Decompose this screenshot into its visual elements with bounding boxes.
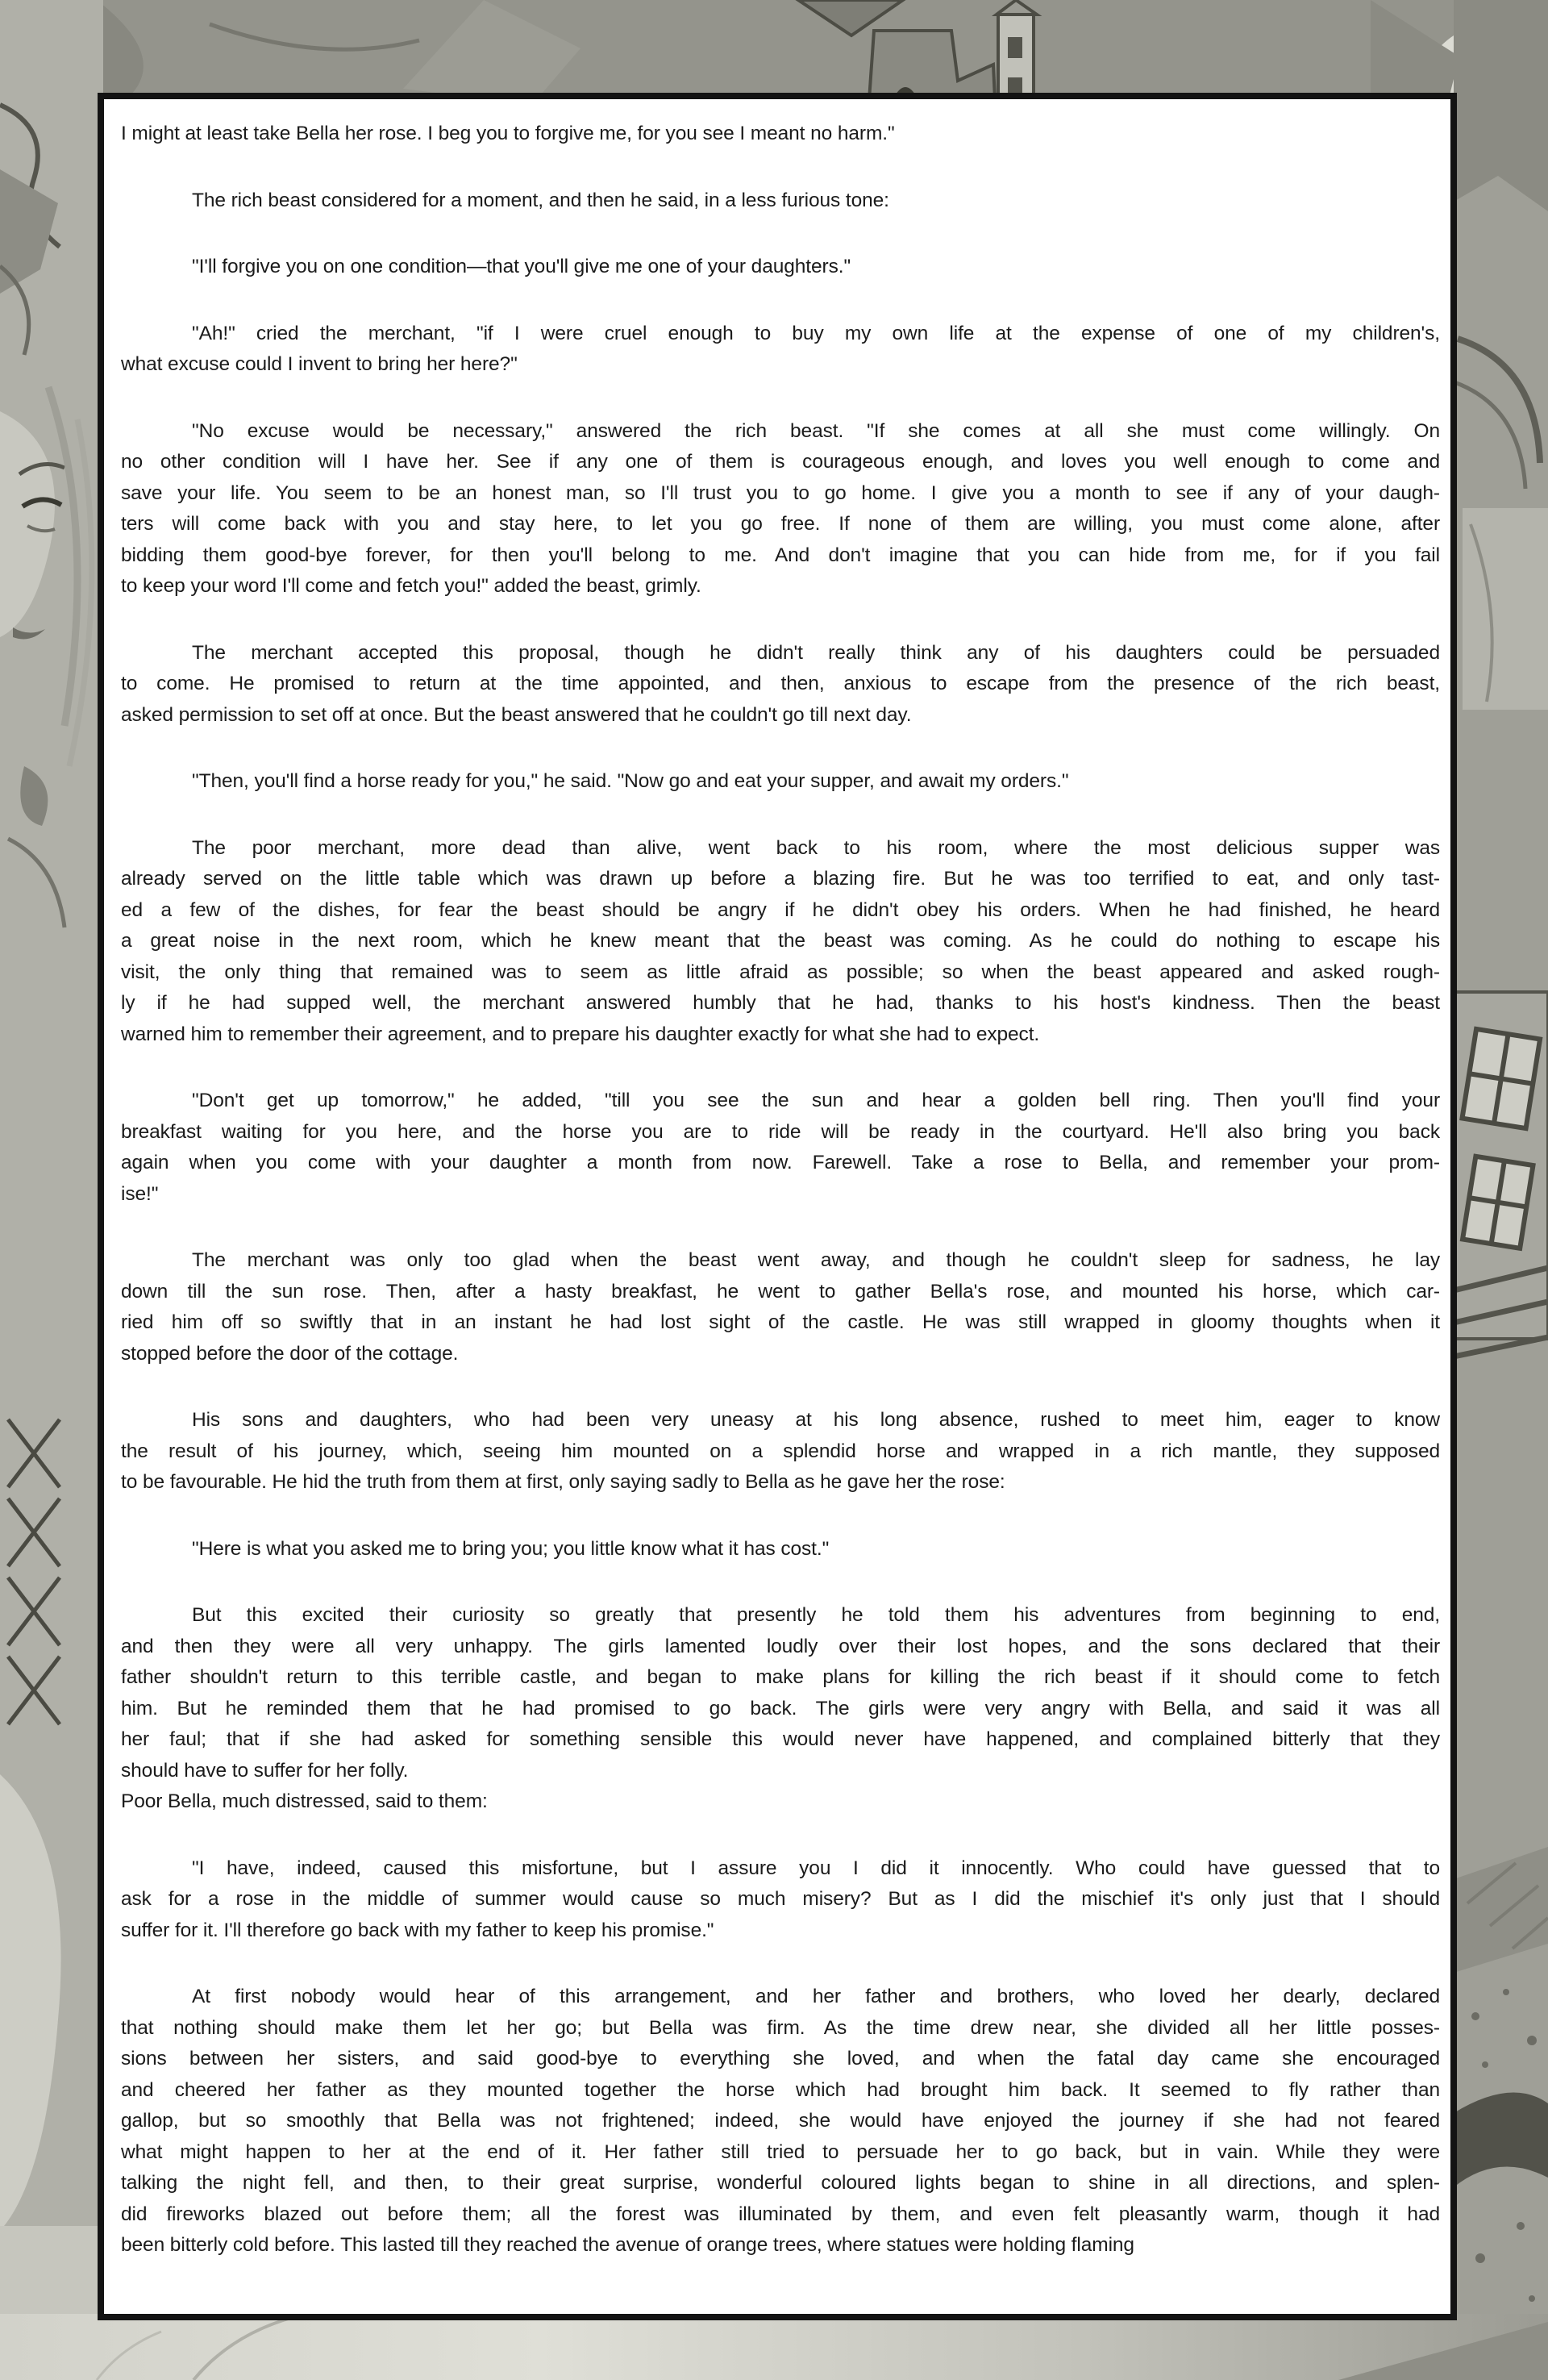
story-paragraph (121, 185, 1440, 217)
story-text (121, 119, 1440, 2261)
story-line: "No excuse would be necessary," answered the rich beast. "If she comes at all she must come willingly. On (192, 419, 1440, 442)
story-line: no other condition will I have her. See if any one of them is courageous enough, and loves you well enough to come and (121, 451, 1440, 473)
story-line: But this excited their curiosity so greatly that presently he told them his adventures from beginning to end, (192, 1604, 1440, 1626)
story-line: ed a few of the dishes, for fear the beast should be angry if he didn't obey his orders. When he had finished, he heard (121, 898, 1440, 921)
story-line: stopped before the door of the cottage. (121, 1342, 459, 1365)
story-line: At first nobody would hear of this arrangement, and her father and brothers, who loved her dearly, declared (192, 1986, 1440, 2007)
story-line: "I have, indeed, caused this misfortune, but I assure you I did it innocently. Who could have guessed that to (192, 1857, 1440, 1879)
story-line: The merchant was only too glad when the beast went away, and though he couldn't sleep for sadness, he lay (192, 1249, 1440, 1271)
story-line: asked permission to set off at once. But the beast answered that he couldn't go till next day. (121, 703, 912, 726)
story-line: already served on the little table which was drawn up before a blazing fire. But he was too terrified to eat, and only tast- (121, 868, 1440, 890)
story-line: The merchant accepted this proposal, though he didn't really think any of his daughters could be persuaded (192, 641, 1440, 664)
story-line: ise!" (121, 1182, 159, 1205)
story-line: sions between her sisters, and said good-bye to everything she loved, and when the fatal day came she encouraged (121, 2048, 1440, 2069)
story-line: suffer for it. I'll therefore go back with my father to keep his promise." (121, 1919, 714, 1941)
story-line: ly if he had supped well, the merchant answered humbly that he had, thanks to his host's kindness. Then the beast (121, 992, 1440, 1014)
story-line: did fireworks blazed out before them; all the forest was illuminated by them, and even felt pleasantly warm, though it had (121, 2203, 1440, 2225)
story-line: ask for a rose in the middle of summer would cause so much misery? But as I did the mischief it's only just that I should (121, 1888, 1440, 1910)
story-line: visit, the only thing that remained was to seem as little afraid as possible; so when the beast appeared and asked rough- (121, 961, 1440, 983)
story-paragraph (121, 1245, 1440, 1369)
story-line: bidding them good-bye forever, for then you'll belong to me. And don't imagine that you can hide from me, for if you fail (121, 544, 1440, 566)
story-line: her faul; that if she had asked for something sensible this would never have happened, and complained bitterly that they (121, 1728, 1440, 1750)
story-paragraph (121, 119, 1440, 150)
story-paragraph (121, 833, 1440, 1051)
story-paragraph (121, 766, 1440, 798)
story-line: Poor Bella, much distressed, said to them: (121, 1790, 488, 1812)
story-line: been bitterly cold before. This lasted till they reached the avenue of orange trees, where statues were holding flaming (121, 2234, 1134, 2256)
story-line: down till the sun rose. Then, after a hasty breakfast, he went to gather Bella's rose, and mounted his horse, which car- (121, 1280, 1440, 1303)
story-paragraph (121, 416, 1440, 602)
story-line: save your life. You seem to be an honest man, so I'll trust you to go home. I give you a month to see if any of your daugh- (121, 481, 1440, 504)
story-line: him. But he reminded them that he had promised to go back. The girls were very angry with Bella, and said it was all (121, 1697, 1440, 1719)
story-line: father shouldn't return to this terrible castle, and began to make plans for killing the rich beast if it should come to fetch (121, 1666, 1440, 1688)
story-line: gallop, but so smoothly that Bella was not frightened; indeed, she would have enjoyed the journey if she had not feared (121, 2110, 1440, 2132)
story-line: what might happen to her at the end of it. Her father still tried to persuade her to go back, but in vain. While they were (121, 2140, 1440, 2163)
story-line: should have to suffer for her folly. (121, 1759, 409, 1782)
story-paragraph (121, 1534, 1440, 1565)
story-paragraph (121, 252, 1440, 283)
story-line: ried him off so swiftly that in an instant he had lost sight of the castle. He was still wrapped in gloomy thoughts when it (121, 1311, 1440, 1333)
story-line: a great noise in the next room, which he knew meant that the beast was coming. As he could do nothing to escape his (121, 930, 1440, 952)
story-line: and then they were all very unhappy. The girls lamented loudly over their lost hopes, and the sons declared that their (121, 1635, 1440, 1657)
story-line: "I'll forgive you on one condition—that you'll give me one of your daughters." (192, 256, 851, 277)
story-paragraph (121, 638, 1440, 732)
story-paragraph (121, 1786, 1440, 1818)
story-line: The rich beast considered for a moment, and then he said, in a less furious tone: (192, 189, 889, 211)
story-line: what excuse could I invent to bring her here?" (121, 353, 518, 375)
story-line: to come. He promised to return at the time appointed, and then, anxious to escape from the presence of the rich beast, (121, 673, 1440, 694)
story-line: again when you come with your daughter a month from now. Farewell. Take a rose to Bella, and remember your prom- (121, 1152, 1440, 1173)
story-line: breakfast waiting for you here, and the horse you are to ride will be ready in the courtyard. He'll also bring you back (121, 1120, 1440, 1143)
story-line: and cheered her father as they mounted together the horse which had brought him back. It seemed to fly rather than (121, 2078, 1440, 2101)
story-line: to be favourable. He hid the truth from them at first, only saying sadly to Bella as he gave her the rose: (121, 1471, 1005, 1493)
story-line: ters will come back with you and stay here, to let you go free. If none of them are willing, you must come alone, after (121, 513, 1440, 535)
story-text-panel (98, 93, 1457, 2320)
story-line: "Then, you'll find a horse ready for you," he said. "Now go and eat your supper, and await my orders." (192, 770, 1069, 792)
story-line: that nothing should make them let her go; but Bella was firm. As the time drew near, she divided all her little posses- (121, 2016, 1440, 2039)
story-paragraph (121, 1086, 1440, 1210)
story-paragraph (121, 1405, 1440, 1498)
story-line: "Ah!" cried the merchant, "if I were cruel enough to buy my own life at the expense of one of my children's, (192, 322, 1440, 344)
story-line: His sons and daughters, who had been very uneasy at his long absence, rushed to meet him, eager to know (192, 1409, 1440, 1431)
story-line: the result of his journey, which, seeing him mounted on a splendid horse and wrapped in a rich mantle, they supposed (121, 1440, 1440, 1462)
story-paragraph (121, 1600, 1440, 1786)
story-line: talking the night fell, and then, to their great surprise, wonderful coloured lights began to shine in all directions, and splen- (121, 2172, 1440, 2194)
story-line: "Don't get up tomorrow," he added, "till you see the sun and hear a golden bell ring. Then you'll find your (192, 1090, 1440, 1111)
story-line: "Here is what you asked me to bring you; you little know what it has cost." (192, 1537, 830, 1560)
story-paragraph (121, 1853, 1440, 1947)
story-line: The poor merchant, more dead than alive, went back to his room, where the most delicious supper was (192, 836, 1440, 859)
story-line: to keep your word I'll come and fetch you!" added the beast, grimly. (121, 575, 701, 597)
story-paragraph (121, 1982, 1440, 2261)
story-line: warned him to remember their agreement, and to prepare his daughter exactly for what she had to expect. (121, 1023, 1040, 1045)
story-line: I might at least take Bella her rose. I beg you to forgive me, for you see I meant no harm." (121, 123, 895, 144)
story-paragraph (121, 319, 1440, 381)
